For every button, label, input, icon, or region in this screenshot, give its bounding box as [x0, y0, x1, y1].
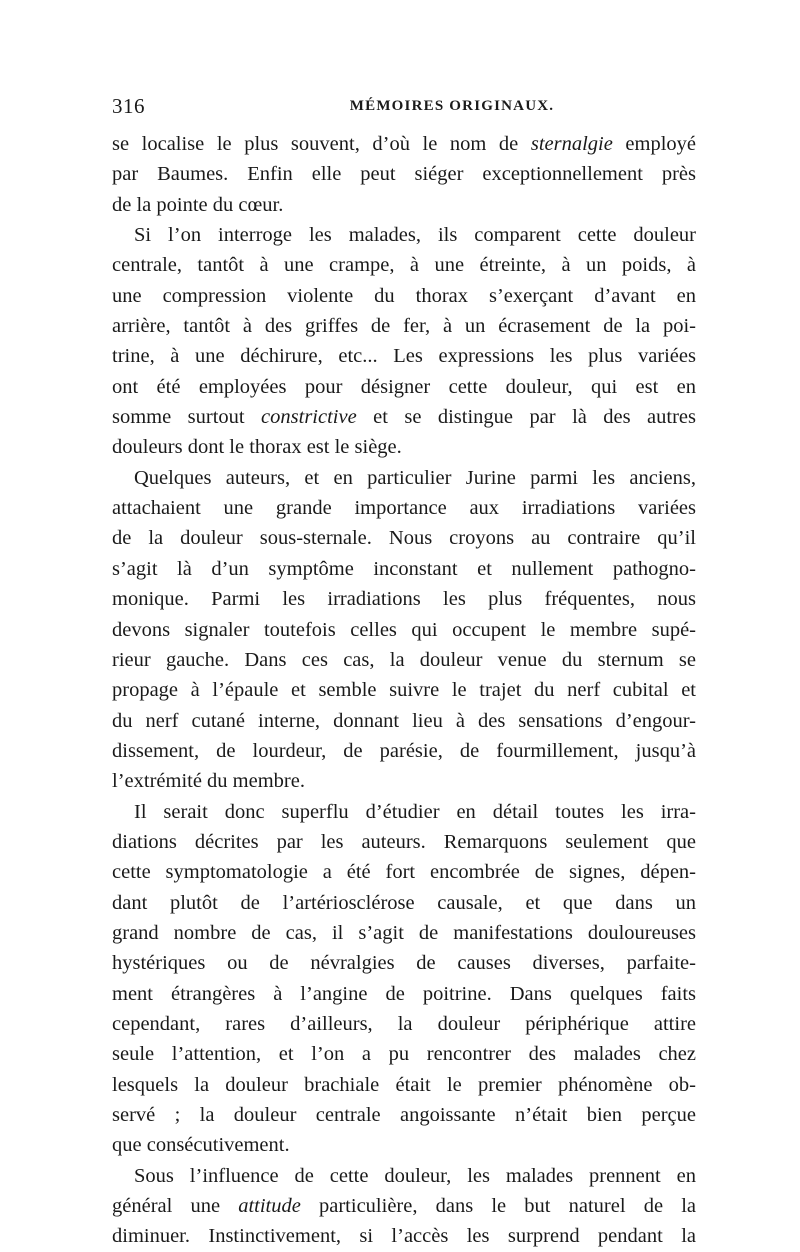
text-line: [112, 1161, 696, 1191]
text-segment: du nerf cutané interne, donnant lieu à des sensations d’engour-: [112, 709, 696, 732]
text-segment: arrière, tantôt à des griffes de fer, à un écrasement de la poi-: [112, 315, 696, 338]
page-number: 316: [112, 94, 145, 118]
text-line: [112, 1039, 696, 1069]
text-segment: rieur gauche. Dans ces cas, la douleur venue du sternum se: [112, 648, 696, 671]
text-line: [112, 129, 696, 159]
text-line: [112, 341, 696, 371]
text-line: [112, 675, 696, 705]
text-line: [112, 706, 696, 736]
text-line: [112, 220, 696, 250]
text-segment: cette symptomatologie a été fort encombrée de signes, dépen-: [112, 861, 696, 884]
text-segment: particulière, dans le but naturel de la: [300, 1195, 696, 1218]
page-header: [112, 94, 696, 122]
text-segment: ment étrangères à l’angine de poitrine. Dans quelques faits: [112, 982, 696, 1005]
body-text: [112, 129, 696, 1252]
text-segment: lesquels la douleur brachiale était le premier phénomène ob-: [112, 1073, 696, 1096]
text-line: [112, 190, 696, 220]
text-line: [112, 615, 696, 645]
text-segment: ont été employées pour désigner cette douleur, qui est en: [112, 375, 696, 398]
text-segment: seule l’attention, et l’on a pu rencontrer des malades chez: [112, 1043, 696, 1066]
text-line: [112, 1221, 696, 1251]
text-segment: une compression violente du thorax s’exerçant d’avant en: [112, 284, 696, 307]
text-segment: Quelques auteurs, et en particulier Jurine parmi les anciens,: [134, 466, 696, 489]
text-line: [112, 736, 696, 766]
text-segment: de la douleur sous-sternale. Nous croyons au contraire qu’il: [112, 527, 696, 550]
text-line: [112, 281, 696, 311]
text-segment: de la pointe du cœur.: [112, 193, 284, 216]
text-segment: monique. Parmi les irradiations les plus fréquentes, nous: [112, 588, 696, 611]
text-line: [112, 250, 696, 280]
text-line: [112, 554, 696, 584]
text-line: [112, 766, 696, 796]
text-line: [112, 827, 696, 857]
text-line: [112, 402, 696, 432]
italic-term: sternalgie: [530, 133, 613, 155]
text-segment: Sous l’influence de cette douleur, les malades prennent en: [134, 1164, 696, 1187]
text-line: [112, 1100, 696, 1130]
text-segment: trine, à une déchirure, etc... Les expressions les plus variées: [112, 345, 696, 368]
text-line: [112, 432, 696, 462]
text-segment: s’agit là d’un symptôme inconstant et nullement pathogno-: [112, 557, 696, 580]
text-segment: diminuer. Instinctivement, si l’accès les surprend pendant la: [112, 1225, 696, 1248]
text-line: [112, 311, 696, 341]
text-line: [112, 1070, 696, 1100]
italic-term: constrictive: [261, 406, 357, 429]
text-segment: douleurs dont le thorax est le siège.: [112, 436, 402, 459]
text-segment: servé ; la douleur centrale angoissante n’était bien perçue: [112, 1104, 696, 1126]
text-line: [112, 888, 696, 918]
text-segment: général une: [112, 1195, 239, 1218]
text-line: [112, 857, 696, 887]
running-title: MÉMOIRES ORIGINAUX.: [349, 98, 555, 114]
text-line: [112, 918, 696, 948]
text-segment: par Baumes. Enfin elle peut siéger exceptionnellement près: [112, 163, 696, 186]
text-line: [112, 1191, 696, 1221]
text-line: [112, 797, 696, 827]
text-line: [112, 463, 696, 493]
text-segment: et se distingue par là des autres: [356, 406, 697, 429]
text-line: [112, 159, 696, 189]
text-line: [112, 1009, 696, 1039]
text-segment: Si l’on interroge les malades, ils comparent cette douleur: [134, 224, 696, 247]
text-line: [112, 1130, 696, 1160]
text-segment: centrale, tantôt à une crampe, à une étreinte, à un poids, à: [112, 254, 696, 277]
text-segment: l’extrémité du membre.: [112, 770, 305, 793]
text-segment: diations décrites par les auteurs. Remarquons seulement que: [112, 830, 696, 853]
text-segment: grand nombre de cas, il s’agit de manifestations douloureuses: [112, 921, 696, 944]
text-line: [112, 523, 696, 553]
text-segment: cependant, rares d’ailleurs, la douleur périphérique attire: [112, 1012, 696, 1035]
text-line: [112, 979, 696, 1009]
text-segment: Il serait donc superflu d’étudier en détail toutes les irra-: [134, 800, 696, 823]
text-line: [112, 493, 696, 523]
text-segment: que consécutivement.: [112, 1134, 290, 1157]
text-line: [112, 372, 696, 402]
text-segment: se localise le plus souvent, d’où le nom de: [112, 133, 531, 155]
text-segment: propage à l’épaule et semble suivre le trajet du nerf cubital et: [112, 679, 696, 702]
text-segment: devons signaler toutefois celles qui occupent le membre supé-: [112, 618, 696, 641]
italic-term: attitude: [238, 1195, 301, 1218]
text-line: [112, 948, 696, 978]
text-segment: somme surtout: [112, 406, 262, 429]
text-segment: employé: [612, 133, 697, 155]
text-segment: dissement, de lourdeur, de parésie, de fourmillement, jusqu’à: [112, 739, 696, 762]
text-line: [112, 584, 696, 614]
text-segment: attachaient une grande importance aux irradiations variées: [112, 497, 696, 520]
text-segment: hystériques ou de névralgies de causes diverses, parfaite-: [112, 952, 696, 975]
text-segment: dant plutôt de l’artériosclérose causale, et que dans un: [112, 891, 696, 914]
text-line: [112, 645, 696, 675]
